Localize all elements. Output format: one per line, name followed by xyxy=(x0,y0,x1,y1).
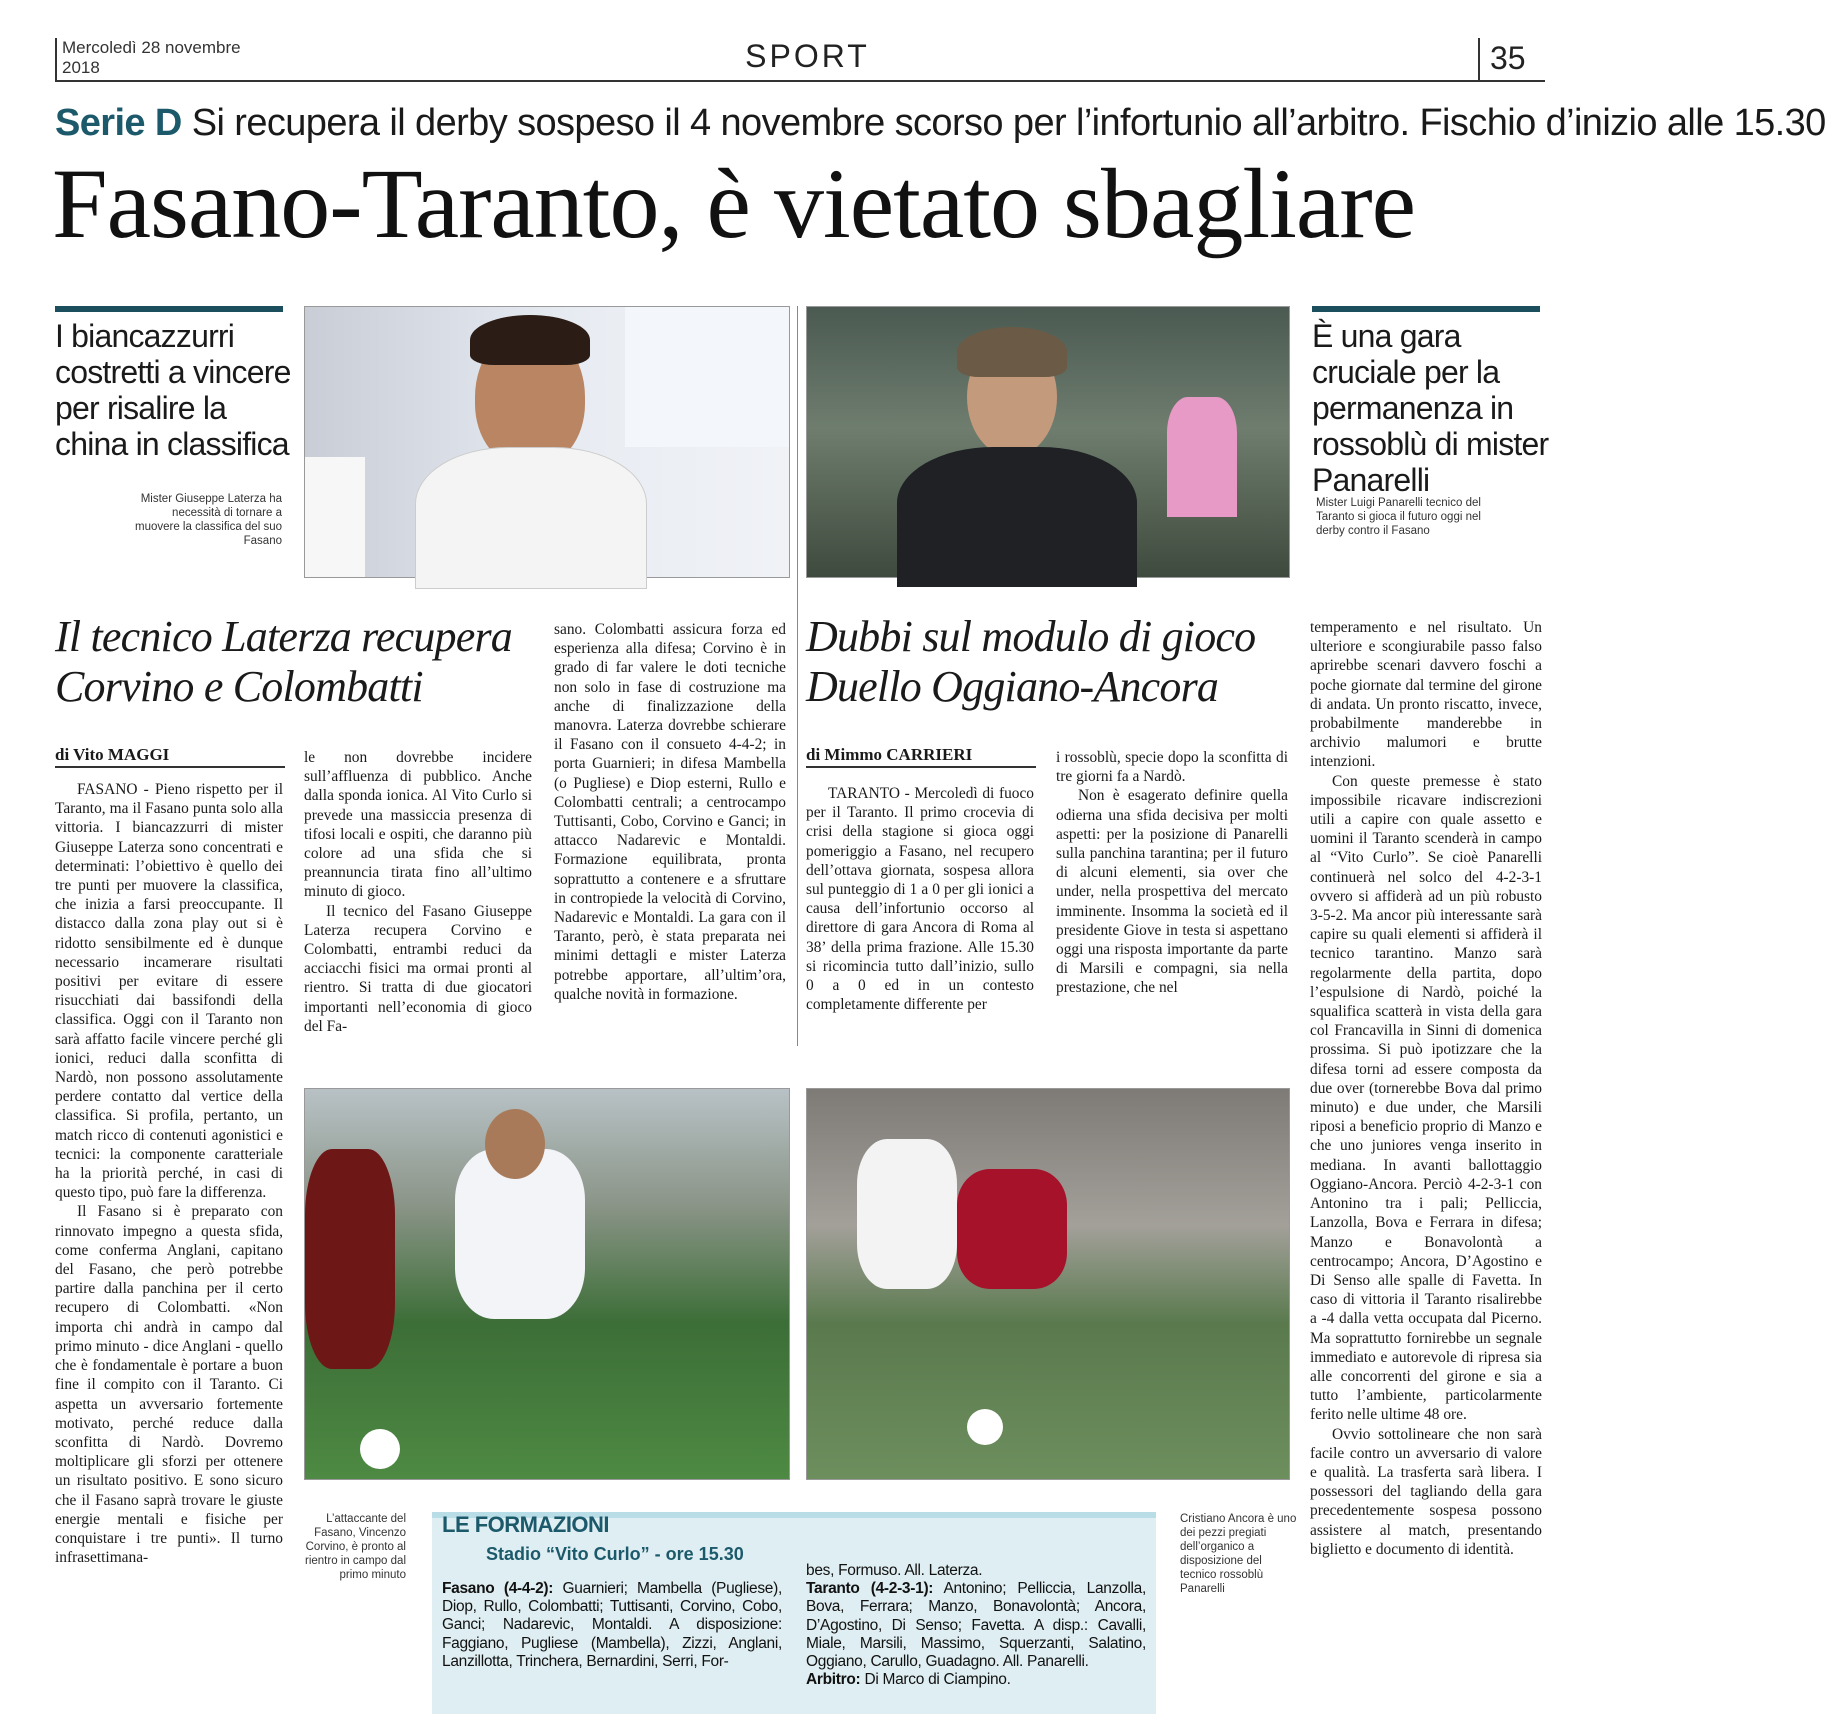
paragraph: le non dovrebbe incidere sull’affluenza di pubblico. Anche dalla sponda ionica. Al Vito Curlo si prevede una massiccia presenza di tifosi locali e ospiti, che daranno più colore ad una sfida che si preannuncia tirata fino all’ultimo minuto di gioco. xyxy=(304,749,532,901)
article2-headline: Dubbi sul modulo di gioco Duello Oggiano-Ancora xyxy=(806,612,1256,711)
article1-byline: di Vito MAGGI xyxy=(55,745,170,764)
paragraph: Non è esagerato definire quella odierna una sfida decisiva per molti aspetti: per la posizione di Panarelli sulla panchina tarantina; per il futuro di alcuni elementi, sia over che under, nella prospettiva del mercato imminente. Insomma la società ed il presidente Giove in testa si aspettano oggi una risposta importante da parte di Marsili e compagni, sia nella prestazione, che nel xyxy=(1056,787,1288,997)
banner-shape xyxy=(625,307,789,447)
article1-column-3 xyxy=(554,620,786,1040)
photo-panarelli xyxy=(806,306,1290,578)
formation-taranto xyxy=(806,1562,1146,1689)
headline: Fasano-Taranto, è vietato sbagliare xyxy=(52,148,1415,259)
referee-label: Arbitro: xyxy=(806,1671,861,1689)
deck-right: È una gara cruciale per la permanenza in rossoblù di mister Panarelli xyxy=(1312,318,1549,498)
header-rule xyxy=(55,80,1545,82)
article2-column-1 xyxy=(806,784,1034,1054)
paragraph: sano. Colombatti assicura forza ed esperienza alla difesa; Corvino è in grado di far valere le doti tecniche non solo in fase di costruzione ma anche di finalizzazione della manovra. Laterza dovrebbe schierare il Fasano con il consueto 4-4-2; in porta Guarnieri; in difesa Mambella (o Pugliese) e Diop esterni, Rullo e Colombatti centrali; a centrocampo Tuttisanti, Cobo, Corvino e Ganci; in attacco Nadarevic e Montaldi. Formazione equilibrata, pronta soprattutto a contenere e a sfruttare in contropiede la velocità di Corvino, Nadarevic e Montaldi. La gara con il Taranto, però, è stata preparata nei minimi dettagli e mister Laterza potrebbe apportare, all’ultim’ora, qualche novità in formazione. xyxy=(554,621,786,1003)
section-title: SPORT xyxy=(745,38,870,74)
opponent-shape xyxy=(857,1139,957,1289)
ball-shape xyxy=(360,1429,400,1469)
team-lineup: Antonino; Pelliccia, Lanzolla, Bova, Ferrara; Manzo, Bonavolontà; Ancora, D’Agostino, Di Senso; Favetta. A disp.: Cavalli, Miale, Marsili, Massimo, Squerzanti, Salatino, Oggiano, Carullo, Guadagno. All. Panarelli. xyxy=(806,1580,1147,1671)
formations-stadium: Stadio “Vito Curlo” - ore 15.30 xyxy=(486,1544,744,1564)
header-right-rule xyxy=(1478,38,1480,82)
article2-column-2 xyxy=(1056,748,1288,1048)
photo-caption: Mister Luigi Panarelli tecnico del Taranto si gioca il futuro oggi nel derby contro il Fasano xyxy=(1316,497,1481,537)
paragraph: i rossoblù, specie dopo la sconfitta di tre giorni fa a Nardò. xyxy=(1056,749,1288,786)
issue-date: Mercoledì 28 novembre 2018 xyxy=(62,38,241,77)
byline-rule xyxy=(806,766,1036,768)
article2-byline: di Mimmo CARRIERI xyxy=(806,745,973,764)
bib-shape xyxy=(1167,397,1237,517)
photo-laterza xyxy=(304,306,790,578)
opponent-shape xyxy=(305,1149,395,1369)
referee: Di Marco di Ciampino. xyxy=(864,1671,1011,1689)
photo-caption: L’attaccante del Fasano, Vincenzo Corvino, è pronto al rientro in campo dal primo minuto xyxy=(305,1513,406,1581)
paragraph: Ovvio sottolineare che non sarà facile contro un avversario di valore e qualità. La trasferta sarà libera. I possessori del tagliando della gara precedentemente sospesa possono assistere al match, presentando biglietto e documento di identità. xyxy=(1310,1425,1542,1558)
team-label: Taranto (4-2-3-1): xyxy=(806,1580,934,1598)
jersey-shape xyxy=(957,1169,1067,1289)
deck-left-bar xyxy=(55,306,283,312)
photo-caption: Cristiano Ancora è uno dei pezzi pregiati dell’organico a disposizione del tecnico rossoblù Panarelli xyxy=(1180,1513,1297,1595)
article2-column-3 xyxy=(1310,618,1542,1708)
paragraph: FASANO - Pieno rispetto per il Taranto, ma il Fasano punta solo alla vittoria. I biancazzurri di mister Giuseppe Laterza sono concentrati e determinati: l’obiettivo è quello dei tre punti per muovere la classifica, che inizia a farsi preoccupante. Il distacco dalla zona play out si è ridotto sensibilmente ed è dunque necessario incamerare risultati positivi per evitare di essere risucchiati dai bassifondi della classifica. Oggi con il Taranto non sarà affatto facile vincere perché gli ionici, reduci dalla sconfitta di Nardò, non possono assolutamente perdere contatto dal vertice della classifica. Si profila, pertanto, un match ricco di contenuti agonistici e tecnici: la componente caratteriale ha la priorità perché, in casi di questo tipo, può fare la differenza. xyxy=(55,781,283,1202)
formation-fasano xyxy=(442,1580,782,1671)
column-divider xyxy=(797,306,798,1046)
photo-corvino xyxy=(304,1088,790,1480)
team-lineup: Guarnieri; Mambella (Pugliese), Diop, Rullo, Colombatti; Tuttisanti, Corvino, Cobo, Ganci; Nadarevic, Montaldi. A disposizione: Faggiano, Pugliese (Mambella), Zizzi, Anglani, Lanzillotta, Trinchera, Bernardini, Serri, For- xyxy=(442,1580,782,1670)
team-label: Fasano (4-4-2): xyxy=(442,1580,554,1597)
paragraph: TARANTO - Mercoledì di fuoco per il Taranto. Il primo crocevia di crisi della stagione si gioca oggi pomeriggio a Fasano, nel recupero dell’ottava giornata, sospesa allora sul punteggio di 1 a 0 per gli ionici a causa dell’infortunio occorso al direttore di gara Ancora di Roma al 38’ della prima frazione. Alle 15.30 si ricomincia tutto dall’inizio, sullo 0 a 0 ed in un contesto completamente differente per xyxy=(806,785,1034,1014)
kicker-text: Si recupera il derby sospeso il 4 novembre scorso per l’infortunio all’arbitro. Fischio d’inizio alle 15.30 xyxy=(191,102,1826,144)
left-figure-shape xyxy=(305,457,365,577)
kicker-section: Serie D xyxy=(55,102,182,144)
deck-right-bar xyxy=(1312,306,1540,312)
article1-column-1 xyxy=(55,780,283,1700)
deck-left: I biancazzurri costretti a vincere per risalire la china in classifica xyxy=(55,318,291,462)
byline-rule xyxy=(55,766,285,768)
paragraph: temperamento e nel risultato. Un ulteriore e scongiurabile passo falso aprirebbe scenari davvero foschi a poche giornate dal termine del girone di andata. Un pronto riscatto, invece, probabilmente manderebbe in archivio malumori e brutte intenzioni. xyxy=(1310,619,1542,771)
paragraph: Con queste premesse è stato impossibile ricavare indiscrezioni utili a capire con quale assetto e uomini il Taranto scenderà in campo al “Vito Curlo”. Se cioè Panarelli continuerà nel solco del 4-2-3-1 ovvero si affiderà ad un più robusto 3-5-2. Ma ancor più interessante sarà capire su quali elementi si affiderà il tecnico tarantino. Manzo sarà regolarmente della partita, dopo l’espulsione di Nardò, poiché la squalifica scatterà in vista della gara col Francavilla in Sinni di domenica prossima. Si può ipotizzare che la difesa torni ad essere composta da due over (tornerebbe Bova dal primo minuto) e due under, che Marsili riposi a beneficio proprio di Manzo e che uno juniores venga inserito in mediana. In avanti ballottaggio Oggiano-Ancora. Perciò 4-2-3-1 con Antonino tra i pali; Pelliccia, Lanzolla, Bova e Ferrara in difesa; Manzo e Bonavolontà a centrocampo; Ancora, D’Agostino e Di Senso alle spalle di Favetta. In caso di vittoria il Taranto risalirebbe a -4 dalla vetta occupata dal Picerno. Ma soprattutto fornirebbe un segnale immediato e autorevole di ripresa sia alle concorrenti del girone e sia a tutto l’ambiente, particolarmente ferito nelle ultime 48 ore. xyxy=(1310,772,1542,1424)
photo-caption: Mister Giuseppe Laterza ha necessità di tornare a muovere la classifica del suo Fasano xyxy=(134,493,282,547)
ball-shape xyxy=(967,1409,1003,1445)
head-shape xyxy=(485,1109,545,1179)
formations-title: LE FORMAZIONI xyxy=(442,1512,610,1537)
paragraph: Il Fasano si è preparato con rinnovato impegno a questa sfida, come conferma Anglani, capitano del Fasano, che però potrebbe partire dalla panchina per il certo recupero di Colombatti. «Non importa chi andrà in campo dal primo minuto - dice Anglani - quello che è fondamentale è portare a buon fine il compito con il Taranto. Ci aspetta un avversario fortemente motivato, perché reduce dalla sconfitta di Nardò. Dovremo moltiplicare gli sforzi per ottenere un risultato positivo. E sono sicuro che il Fasano saprà trovare le giuste energie mentali e fisiche per conquistare i tre punti». Il turno infrasettimana- xyxy=(55,1203,283,1567)
jacket-shape xyxy=(897,447,1137,587)
article1-headline: Il tecnico Laterza recupera Corvino e Colombatti xyxy=(55,612,512,711)
hair-shape xyxy=(470,315,590,365)
page-number: 35 xyxy=(1490,40,1526,76)
team-lineup-cont: bes, Formuso. All. Laterza. xyxy=(806,1562,983,1579)
shirt-shape xyxy=(415,447,647,589)
paragraph: Il tecnico del Fasano Giuseppe Laterza recupera Corvino e Colombatti, entrambi reduci da acciacchi fisici ma ormai pronti al rientro. Si tratta di due giocatori importanti nell’economia di gioco del Fa- xyxy=(304,902,532,1035)
hair-shape xyxy=(957,327,1067,377)
article1-column-2 xyxy=(304,748,532,1048)
kicker xyxy=(55,100,1826,146)
photo-ancora xyxy=(806,1088,1290,1480)
